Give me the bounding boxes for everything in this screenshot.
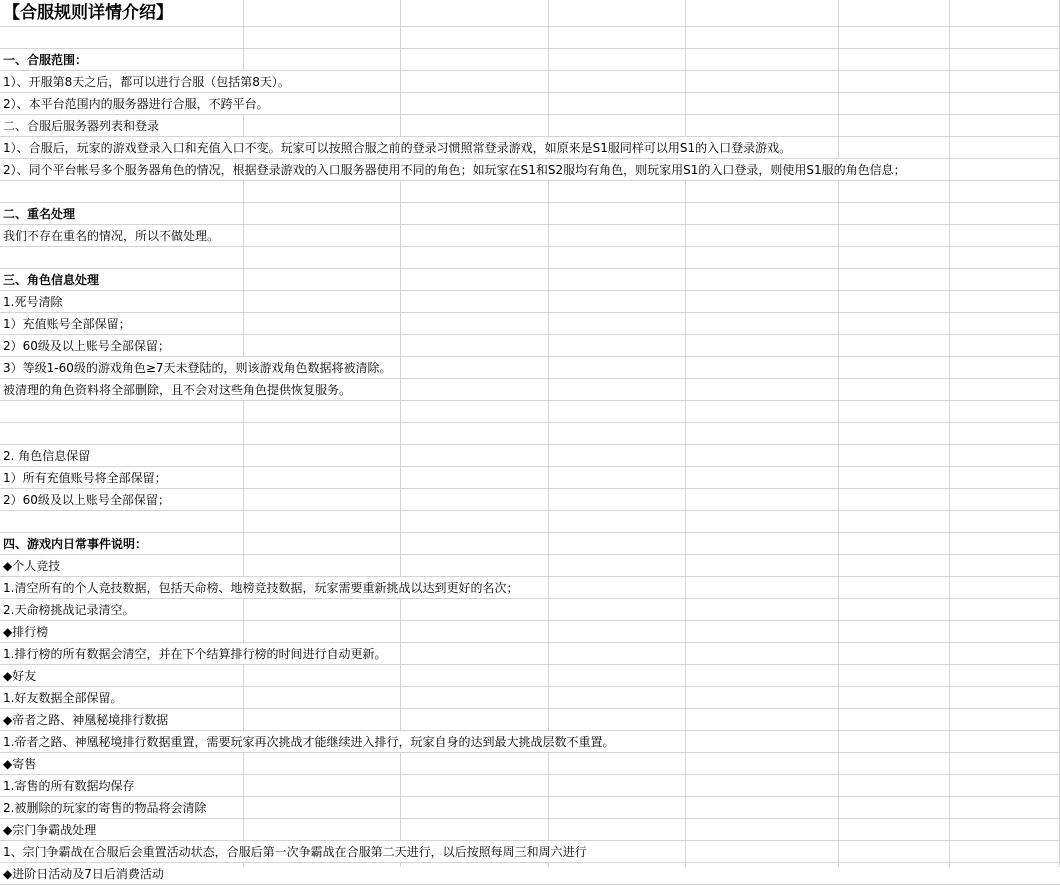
sheet-row[interactable] [0, 599, 1060, 621]
sheet-row[interactable] [0, 665, 1060, 687]
sheet-row[interactable] [0, 709, 1060, 731]
sheet-row[interactable] [0, 489, 1060, 511]
sheet-row[interactable] [0, 445, 1060, 467]
cell-text[interactable]: 1.好友数据全部保留。 [3, 687, 124, 708]
cell-text[interactable]: 2. 角色信息保留 [3, 445, 92, 466]
sheet-row[interactable] [0, 181, 1060, 203]
sheet-row[interactable] [0, 753, 1060, 775]
sheet-row[interactable] [0, 49, 1060, 71]
sheet-row[interactable] [0, 797, 1060, 819]
sheet-row[interactable] [0, 819, 1060, 841]
cell-text[interactable]: ◆宗门争霸战处理 [3, 819, 98, 840]
sheet-row[interactable] [0, 159, 1060, 181]
sheet-row[interactable] [0, 533, 1060, 555]
sheet-row[interactable] [0, 643, 1060, 665]
cell-text[interactable]: 1）、开服第8天之后，都可以进行合服（包括第8天）。 [3, 71, 292, 92]
cell-text[interactable]: 二、重名处理 [3, 203, 77, 224]
sheet-row[interactable] [0, 841, 1060, 863]
cell-text[interactable]: 1.帝者之路、神凰秘境排行数据重置，需要玩家再次挑战才能继续进入排行，玩家自身的达到最大挑战层数不重置。 [3, 731, 616, 752]
sheet-row[interactable] [0, 27, 1060, 49]
cell-text[interactable]: 我们不存在重名的情况，所以不做处理。 [3, 225, 221, 246]
cell-text[interactable]: 1）充值账号全部保留； [3, 313, 133, 334]
sheet-row[interactable] [0, 137, 1060, 159]
sheet-rows [0, 27, 1060, 885]
cell-text[interactable]: 2）、同个平台帐号多个服务器角色的情况，根据登录游戏的入口服务器使用不同的角色；如玩家在S1和S2服均有角色，则玩家用S1的入口登录，则使用S1服的角色信息； [3, 159, 908, 180]
cell-text[interactable]: 1.排行榜的所有数据会清空，并在下个结算排行榜的时间进行自动更新。 [3, 643, 388, 664]
sheet-row[interactable] [0, 423, 1060, 445]
cell-text[interactable]: ◆寄售 [3, 753, 38, 774]
empty-cell[interactable] [3, 27, 5, 48]
sheet-row[interactable] [0, 511, 1060, 533]
cell-text[interactable]: 1.寄售的所有数据均保存 [3, 775, 136, 796]
cell-text[interactable]: 1.清空所有的个人竞技数据，包括天命榜、地榜竞技数据，玩家需要重新挑战以达到更好的名次； [3, 577, 520, 598]
sheet-row[interactable] [0, 269, 1060, 291]
empty-cell[interactable] [3, 511, 5, 532]
cell-text[interactable]: ◆排行榜 [3, 621, 50, 642]
cell-text[interactable]: 1）、合服后，玩家的游戏登录入口和充值入口不变。玩家可以按照合服之前的登录习惯照常登录游戏，如原来是S1服同样可以用S1的入口登录游戏。 [3, 137, 793, 158]
sheet-title[interactable]: 【合服规则详情介绍】 [3, 0, 175, 26]
cell-text[interactable]: 2）60级及以上账号全部保留； [3, 489, 172, 510]
sheet-row[interactable] [0, 467, 1060, 489]
cell-text[interactable]: 1、宗门争霸战在合服后会重置活动状态，合服后第一次争霸战在合服第二天进行，以后按照每周三和周六进行 [3, 841, 589, 862]
sheet-row[interactable] [0, 313, 1060, 335]
cell-text[interactable]: 2.被删除的玩家的寄售的物品将会清除 [3, 797, 208, 818]
sheet-row[interactable] [0, 577, 1060, 599]
sheet-row[interactable] [0, 71, 1060, 93]
empty-cell[interactable] [3, 401, 5, 422]
sheet-row[interactable] [0, 863, 1060, 885]
cell-text[interactable]: ◆进阶日活动及7日后消费活动 [3, 863, 166, 884]
sheet-row[interactable] [0, 93, 1060, 115]
sheet-row[interactable] [0, 291, 1060, 313]
sheet-row[interactable] [0, 115, 1060, 137]
cell-text[interactable]: ◆个人竞技 [3, 555, 62, 576]
empty-cell[interactable] [3, 181, 5, 202]
sheet-row[interactable] [0, 775, 1060, 797]
cell-text[interactable]: 二、合服后服务器列表和登录 [3, 115, 161, 136]
sheet-row[interactable] [0, 335, 1060, 357]
empty-cell[interactable] [3, 247, 5, 268]
cell-text[interactable]: 3）等级1-60级的游戏角色≥7天未登陆的，则该游戏角色数据将被清除。 [3, 357, 394, 378]
sheet-row[interactable] [0, 203, 1060, 225]
cell-text[interactable]: 2.天命榜挑战记录清空。 [3, 599, 136, 620]
sheet-row[interactable] [0, 621, 1060, 643]
cell-text[interactable]: 1）所有充值账号将全部保留； [3, 467, 169, 488]
cell-text[interactable]: 四、游戏内日常事件说明： [3, 533, 149, 554]
cell-text[interactable]: 三、角色信息处理 [3, 269, 101, 290]
sheet-row[interactable] [0, 401, 1060, 423]
cell-text[interactable]: 2）60级及以上账号全部保留； [3, 335, 172, 356]
title-row[interactable] [0, 0, 1060, 27]
cell-text[interactable]: 被清理的角色资料将全部删除，且不会对这些角色提供恢复服务。 [3, 379, 353, 400]
cell-text[interactable]: 一、合服范围： [3, 49, 89, 70]
sheet-row[interactable] [0, 687, 1060, 709]
sheet-row[interactable] [0, 247, 1060, 269]
cell-text[interactable]: ◆帝者之路、神凰秘境排行数据 [3, 709, 170, 730]
sheet-row[interactable] [0, 379, 1060, 401]
sheet-row[interactable] [0, 225, 1060, 247]
cell-text[interactable]: 1.死号清除 [3, 291, 64, 312]
cell-text[interactable]: ◆好友 [3, 665, 38, 686]
cell-text[interactable]: 2）、本平台范围内的服务器进行合服，不跨平台。 [3, 93, 271, 114]
sheet-row[interactable] [0, 555, 1060, 577]
sheet-row[interactable] [0, 357, 1060, 379]
empty-cell[interactable] [3, 423, 5, 444]
sheet-row[interactable] [0, 731, 1060, 753]
